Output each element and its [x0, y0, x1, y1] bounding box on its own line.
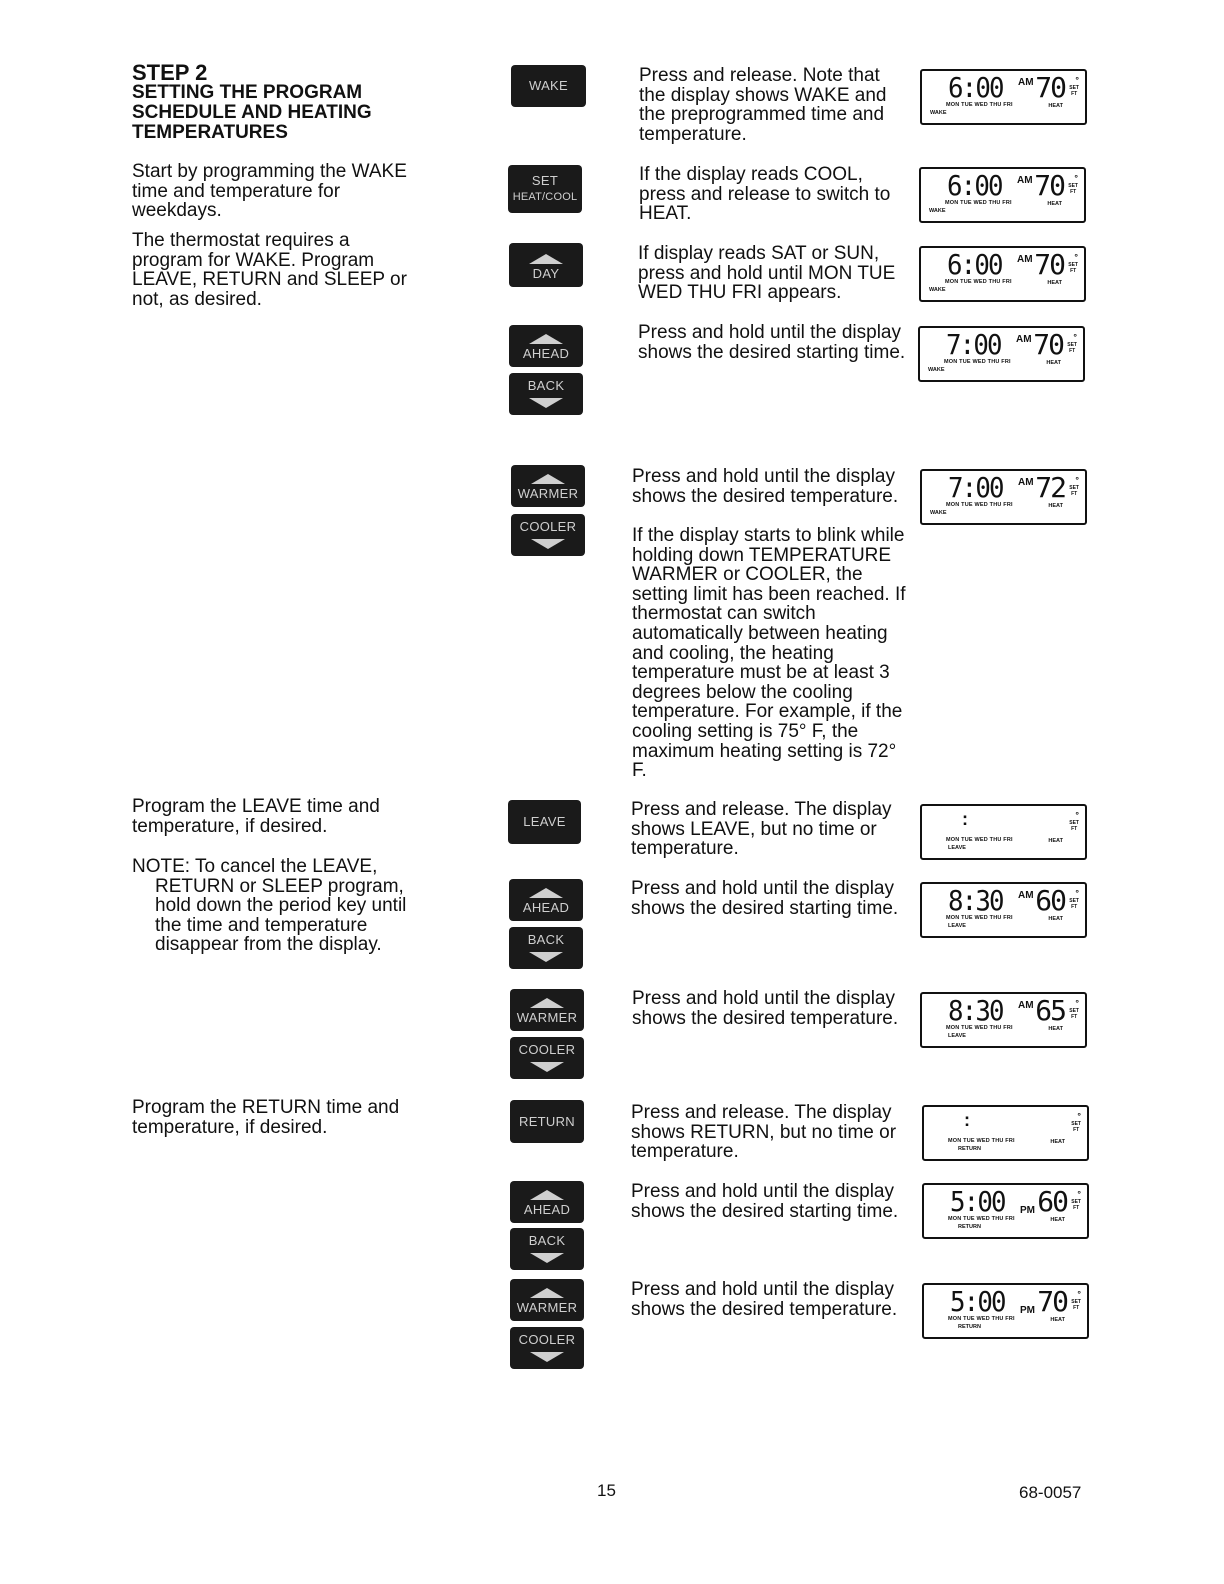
lcd-days: MON TUE WED THU FRI	[944, 359, 1011, 365]
intro-paragraph: Start by programming the WAKE time and temperature for weekdays.	[132, 161, 407, 222]
lcd-degree: °	[1073, 332, 1077, 342]
lcd-temp: 70	[1035, 71, 1065, 104]
lcd-pm: PM	[1020, 1205, 1035, 1216]
lcd-days: MON TUE WED THU FRI	[948, 1216, 1015, 1222]
lcd-mode: HEAT	[1048, 103, 1063, 109]
lcd-period: LEAVE	[948, 1033, 966, 1039]
lcd-mode: HEAT	[1050, 1317, 1065, 1323]
lcd-display	[920, 992, 1087, 1048]
lcd-set: SET	[1068, 183, 1078, 189]
lcd-period: RETURN	[958, 1146, 981, 1152]
lcd-set-ft	[1068, 183, 1078, 195]
up-arrow-icon	[529, 254, 563, 264]
lcd-mode: HEAT	[1048, 838, 1063, 844]
back-button[interactable]	[509, 927, 583, 969]
lcd-period: LEAVE	[948, 845, 966, 851]
lcd-time: 8:30	[948, 884, 1003, 917]
down-arrow-icon	[530, 1352, 564, 1362]
lcd-time: 8:30	[948, 994, 1003, 1027]
lcd-set: SET	[1069, 85, 1079, 91]
lcd-time: 6:00	[948, 71, 1003, 104]
lcd-display	[922, 1283, 1089, 1339]
lcd-ft: FT	[1071, 826, 1078, 832]
lcd-degree: °	[1075, 75, 1079, 85]
lcd-period: RETURN	[958, 1224, 981, 1230]
lcd-time: 7:00	[946, 328, 1001, 361]
lcd-display	[919, 167, 1086, 223]
warmer-button[interactable]	[511, 465, 585, 507]
lcd-set: SET	[1071, 1299, 1081, 1305]
down-arrow-icon	[530, 1062, 564, 1072]
cooler-button[interactable]	[511, 514, 585, 556]
lcd-period: WAKE	[929, 287, 946, 293]
lcd-am: AM	[1018, 477, 1034, 488]
lcd-days: MON TUE WED THU FRI	[948, 1316, 1015, 1322]
instruction-limit-note: If the display starts to blink while holding down TEMPERATURE WARMER or COOLER, the setting limit has been reached. If thermostat can switch automatically between heating and cooling, the heating temperature must be at least 3 degrees below the cooling temperature. For example, if the cooling setting is 75° F, the maximum heating setting is 72° F.	[632, 525, 906, 782]
warmer-button-label: WARMER	[516, 1010, 578, 1025]
down-arrow-icon	[530, 1253, 564, 1263]
step-number: STEP 2	[132, 60, 208, 85]
lcd-degree: °	[1075, 888, 1079, 898]
down-arrow-icon	[529, 398, 563, 408]
lcd-degree: °	[1077, 1111, 1081, 1121]
ahead-button[interactable]	[509, 325, 583, 367]
lcd-ft: FT	[1073, 1127, 1080, 1133]
lcd-time: 6:00	[947, 169, 1002, 202]
lcd-ft: FT	[1071, 91, 1078, 97]
up-arrow-icon	[531, 474, 565, 484]
lcd-mode: HEAT	[1048, 1026, 1063, 1032]
lcd-set: SET	[1068, 262, 1078, 268]
day-button[interactable]	[509, 243, 583, 287]
back-button[interactable]	[509, 373, 583, 415]
return-button-label: RETURN	[519, 1113, 575, 1129]
lcd-time: 5:00	[950, 1285, 1005, 1318]
lcd-display	[920, 69, 1087, 125]
up-arrow-icon	[530, 1288, 564, 1298]
lcd-time: 5:00	[950, 1185, 1005, 1218]
instruction-temperature: Press and hold until the display shows the desired temperature.	[632, 466, 899, 507]
lcd-mode: HEAT	[1050, 1217, 1065, 1223]
lcd-set-ft	[1068, 262, 1078, 274]
leave-button-label: LEAVE	[523, 814, 566, 829]
instruction-return-temp: Press and hold until the display shows the desired temperature.	[631, 1279, 898, 1320]
lcd-display	[920, 804, 1087, 860]
lcd-days: MON TUE WED THU FRI	[946, 915, 1013, 921]
step-title-line-2: SCHEDULE AND HEATING	[132, 102, 372, 123]
down-arrow-icon	[531, 539, 565, 549]
lcd-degree: °	[1074, 252, 1078, 262]
requirement-paragraph: The thermostat requires a program for WAKE. Program LEAVE, RETURN and SLEEP or not, as desired.	[132, 230, 407, 310]
instruction-return: Press and release. The display shows RETURN, but no time or temperature.	[631, 1102, 897, 1163]
lcd-temp: 65	[1035, 994, 1065, 1027]
lcd-pm: PM	[1020, 1305, 1035, 1316]
lcd-days: MON TUE WED THU FRI	[946, 837, 1013, 843]
warmer-button[interactable]	[510, 1279, 584, 1321]
cooler-button-label: COOLER	[519, 519, 577, 534]
lcd-temp: 60	[1035, 884, 1065, 917]
lcd-set-ft	[1069, 85, 1079, 97]
day-button-label: DAY	[532, 266, 560, 281]
instruction-start-time: Press and hold until the display shows the desired starting time.	[638, 322, 906, 363]
lcd-am: AM	[1017, 254, 1033, 265]
lcd-time: 6:00	[947, 248, 1002, 281]
set-label: SET	[531, 173, 559, 188]
lcd-ft: FT	[1071, 904, 1078, 910]
lcd-degree: °	[1075, 998, 1079, 1008]
cooler-button-label: COOLER	[518, 1042, 576, 1057]
lcd-mode: HEAT	[1048, 503, 1063, 509]
down-arrow-icon	[529, 952, 563, 962]
lcd-days: MON TUE WED THU FRI	[945, 200, 1012, 206]
lcd-degree: °	[1075, 475, 1079, 485]
up-arrow-icon	[530, 998, 564, 1008]
instruction-leave-time: Press and hold until the display shows the desired starting time.	[631, 878, 899, 919]
lcd-temp: 70	[1034, 248, 1064, 281]
lcd-mode: HEAT	[1050, 1139, 1065, 1145]
lcd-time: 7:00	[948, 471, 1003, 504]
lcd-am: AM	[1018, 77, 1034, 88]
instruction-leave-temp: Press and hold until the display shows the desired temperature.	[632, 988, 899, 1029]
lcd-set-ft	[1071, 1121, 1081, 1133]
lcd-degree: °	[1074, 173, 1078, 183]
lcd-set: SET	[1069, 485, 1079, 491]
lcd-degree: °	[1077, 1289, 1081, 1299]
warmer-button-label: WARMER	[516, 1300, 578, 1315]
step-title-line-1: SETTING THE PROGRAM	[132, 82, 363, 103]
lcd-days: MON TUE WED THU FRI	[946, 1025, 1013, 1031]
lcd-set: SET	[1069, 820, 1079, 826]
lcd-period: WAKE	[930, 110, 947, 116]
lcd-period: LEAVE	[948, 923, 966, 929]
leave-intro: Program the LEAVE time and temperature, if desired.	[132, 796, 380, 837]
ahead-button[interactable]	[510, 1181, 584, 1223]
lcd-am: AM	[1017, 175, 1033, 186]
lcd-degree: °	[1077, 1189, 1081, 1199]
leave-button[interactable]	[508, 800, 581, 844]
lcd-ft: FT	[1073, 1305, 1080, 1311]
wake-button[interactable]	[511, 65, 586, 107]
lcd-days: MON TUE WED THU FRI	[948, 1138, 1015, 1144]
back-button-label: BACK	[527, 932, 565, 947]
lcd-ft: FT	[1070, 189, 1077, 195]
lcd-display	[919, 246, 1086, 302]
lcd-ft: FT	[1070, 268, 1077, 274]
cooler-button-label: COOLER	[518, 1332, 576, 1347]
lcd-am: AM	[1018, 890, 1034, 901]
instruction-leave: Press and release. The display shows LEAVE, but no time or temperature.	[631, 799, 892, 860]
set-heat-cool-button[interactable]	[508, 165, 582, 213]
lcd-temp: 70	[1033, 328, 1063, 361]
lcd-mode: HEAT	[1047, 201, 1062, 207]
lcd-display	[920, 469, 1087, 525]
ahead-button-label: AHEAD	[523, 1202, 571, 1217]
up-arrow-icon	[529, 888, 563, 898]
lcd-set-ft	[1069, 1008, 1079, 1020]
lcd-ft: FT	[1071, 1014, 1078, 1020]
lcd-display	[922, 1105, 1089, 1161]
lcd-ft: FT	[1071, 491, 1078, 497]
step-title-line-3: TEMPERATURES	[132, 122, 288, 143]
lcd-set-ft	[1069, 898, 1079, 910]
lcd-period: WAKE	[928, 367, 945, 373]
warmer-button-label: WARMER	[517, 486, 579, 501]
lcd-period: WAKE	[929, 208, 946, 214]
lcd-time: :	[962, 809, 968, 829]
ahead-button[interactable]	[509, 879, 583, 921]
up-arrow-icon	[530, 1190, 564, 1200]
lcd-set: SET	[1069, 898, 1079, 904]
lcd-mode: HEAT	[1046, 360, 1061, 366]
lcd-set-ft	[1071, 1299, 1081, 1311]
ahead-button-label: AHEAD	[522, 900, 570, 915]
lcd-temp: 72	[1035, 471, 1065, 504]
lcd-period: WAKE	[930, 510, 947, 516]
lcd-days: MON TUE WED THU FRI	[946, 102, 1013, 108]
lcd-time: :	[964, 1110, 970, 1130]
lcd-set: SET	[1069, 1008, 1079, 1014]
lcd-set-ft	[1071, 1199, 1081, 1211]
up-arrow-icon	[529, 334, 563, 344]
lcd-period: RETURN	[958, 1324, 981, 1330]
step-title	[132, 83, 412, 143]
warmer-button[interactable]	[510, 989, 584, 1031]
lcd-display	[922, 1183, 1089, 1239]
lcd-temp: 70	[1034, 169, 1064, 202]
page-number: 15	[597, 1481, 616, 1500]
heat-cool-label: HEAT/COOL	[512, 191, 578, 203]
lcd-set: SET	[1071, 1121, 1081, 1127]
ahead-button-label: AHEAD	[522, 346, 570, 361]
return-button[interactable]	[510, 1100, 584, 1143]
lcd-ft: FT	[1073, 1205, 1080, 1211]
instruction-return-time: Press and hold until the display shows the desired starting time.	[631, 1181, 899, 1222]
back-button-label: BACK	[528, 1233, 566, 1248]
lcd-mode: HEAT	[1048, 916, 1063, 922]
lcd-set-ft	[1067, 342, 1077, 354]
back-button[interactable]	[510, 1228, 584, 1270]
lcd-am: AM	[1018, 1000, 1034, 1011]
document-number: 68-0057	[1019, 1483, 1082, 1502]
lcd-display	[918, 326, 1085, 382]
lcd-ft: FT	[1069, 348, 1076, 354]
lcd-days: MON TUE WED THU FRI	[945, 279, 1012, 285]
lcd-am: AM	[1016, 334, 1032, 345]
lcd-temp: 70	[1037, 1285, 1067, 1318]
cooler-button[interactable]	[510, 1327, 584, 1369]
instruction-day: If display reads SAT or SUN, press and hold until MON TUE WED THU FRI appears.	[638, 243, 896, 304]
lcd-set-ft	[1069, 820, 1079, 832]
lcd-display	[920, 882, 1087, 938]
instruction-heat-cool: If the display reads COOL, press and release to switch to HEAT.	[639, 164, 891, 225]
lcd-temp: 60	[1037, 1185, 1067, 1218]
lcd-degree: °	[1075, 810, 1079, 820]
return-intro: Program the RETURN time and temperature, if desired.	[132, 1097, 400, 1138]
cancel-note: NOTE: To cancel the LEAVE, RETURN or SLEEP program, hold down the period key until the time and temperature disappear from the display.	[132, 856, 407, 956]
lcd-mode: HEAT	[1047, 280, 1062, 286]
lcd-days: MON TUE WED THU FRI	[946, 502, 1013, 508]
instruction-wake: Press and release. Note that the display shows WAKE and the preprogrammed time and temperature.	[639, 65, 887, 145]
back-button-label: BACK	[527, 378, 565, 393]
lcd-set-ft	[1069, 485, 1079, 497]
wake-button-label: WAKE	[528, 78, 568, 93]
lcd-set: SET	[1071, 1199, 1081, 1205]
lcd-set: SET	[1067, 342, 1077, 348]
cooler-button[interactable]	[510, 1037, 584, 1079]
